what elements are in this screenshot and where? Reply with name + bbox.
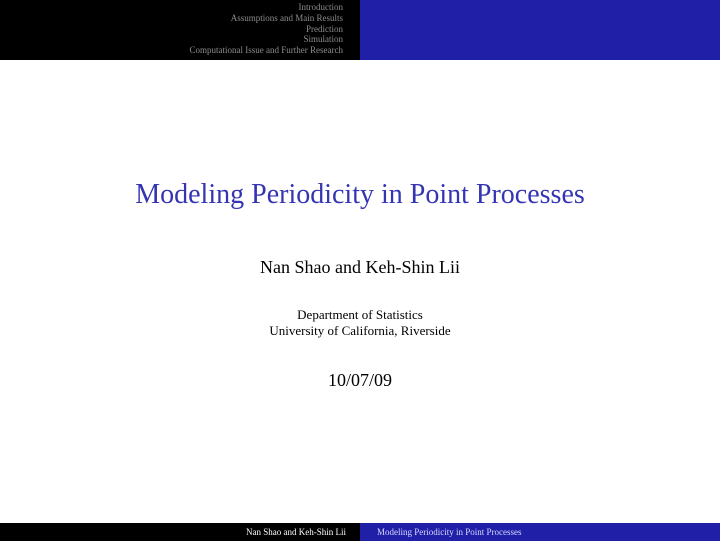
header-bar [0,0,720,60]
header-left-panel [0,0,360,60]
nav-item-simulation[interactable]: Simulation [303,34,343,45]
slide-date: 10/07/09 [327,370,392,390]
header-right-panel [360,0,720,60]
institution-block [0,307,720,339]
footer-title: Modeling Periodicity in Point Processes [360,523,720,541]
footer-bar [0,523,720,541]
nav-item-introduction[interactable]: Introduction [298,2,343,12]
nav-item-computational-issue[interactable]: Computational Issue and Further Research [189,45,343,56]
university-name: University of California, Riverside [269,323,451,338]
section-navigation [190,2,343,56]
department-name: Department of Statistics [297,307,423,322]
footer-authors: Nan Shao and Keh-Shin Lii [0,523,360,541]
nav-item-prediction[interactable]: Prediction [306,23,343,34]
slide-title: Modeling Periodicity in Point Processes [135,179,585,210]
slide-authors: Nan Shao and Keh-Shin Lii [260,257,460,277]
nav-item-assumptions[interactable]: Assumptions and Main Results [230,12,343,23]
